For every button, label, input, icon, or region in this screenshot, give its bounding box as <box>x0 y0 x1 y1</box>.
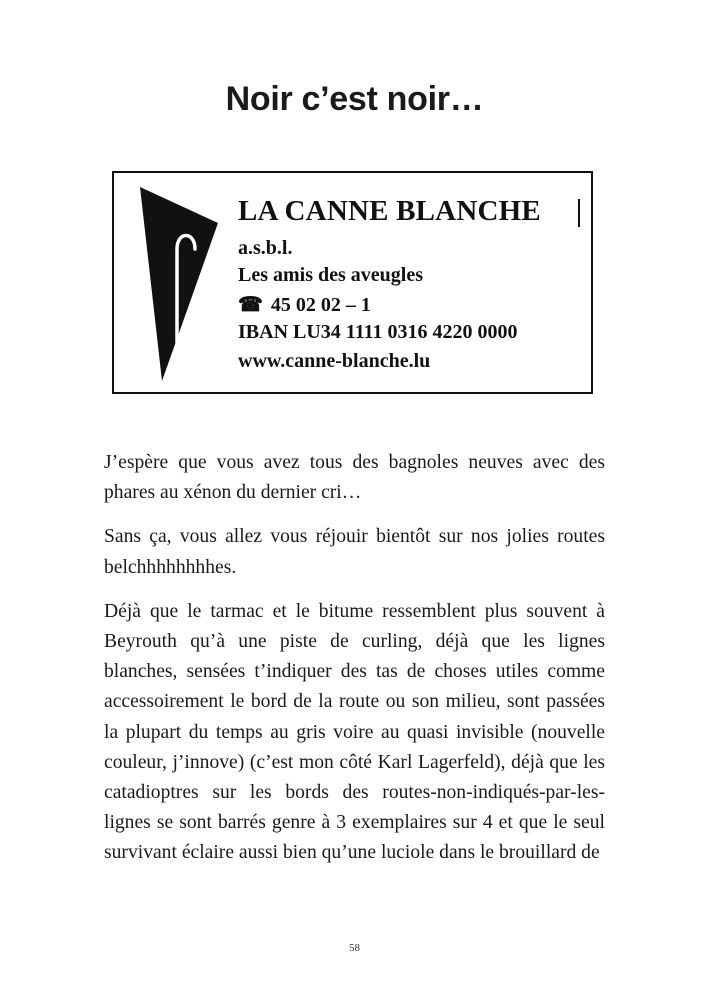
website-link: www.canne-blanche.lu <box>238 350 431 372</box>
paragraph: Déjà que le tarmac et le bitume ressemblent plus souvent à Beyrouth qu’à une piste de curling, déjà que les lignes blanches, sensées t’indiquer des tas de choses utiles comme accessoirement le bord de la route ou son milieu, sont passées la plupart du temps au gris voire au quasi invisible (nouvelle couleur, j’innove) (c’est mon côté Karl Lagerfeld), déjà que les catadioptres sur les bords des routes-non-indiqués-par-les-lignes se sont barrés genre à 3 exemplaires sur 4 et que le seul survivant éclaire aussi bien qu’une luciole dans le brouillard de <box>104 600 605 864</box>
page-number: 58 <box>349 942 360 954</box>
paragraph: J’espère que vous avez tous des bagnoles neuves avec des phares au xénon du dernier cri… <box>104 452 605 504</box>
organization-type: a.s.b.l. <box>238 237 293 259</box>
iban: IBAN LU34 1111 0316 4220 0000 <box>238 321 518 343</box>
canne-blanche-ad-box <box>112 171 593 394</box>
phone-number: 45 02 02 – 1 <box>270 294 371 316</box>
paragraph: Sans ça, vous allez vous réjouir bientôt sur nos jolies routes belchhhhhhhhes. <box>104 526 605 578</box>
organization-name: LA CANNE BLANCHE <box>238 195 541 227</box>
organization-tagline: Les amis des aveugles <box>238 264 423 286</box>
text-cursor <box>578 199 580 227</box>
phone-line <box>238 292 371 317</box>
page-title: Noir c’est noir… <box>225 80 484 118</box>
article-body <box>104 448 605 883</box>
telephone-icon: ☎ <box>238 294 263 316</box>
white-cane-triangle-icon <box>140 187 220 383</box>
